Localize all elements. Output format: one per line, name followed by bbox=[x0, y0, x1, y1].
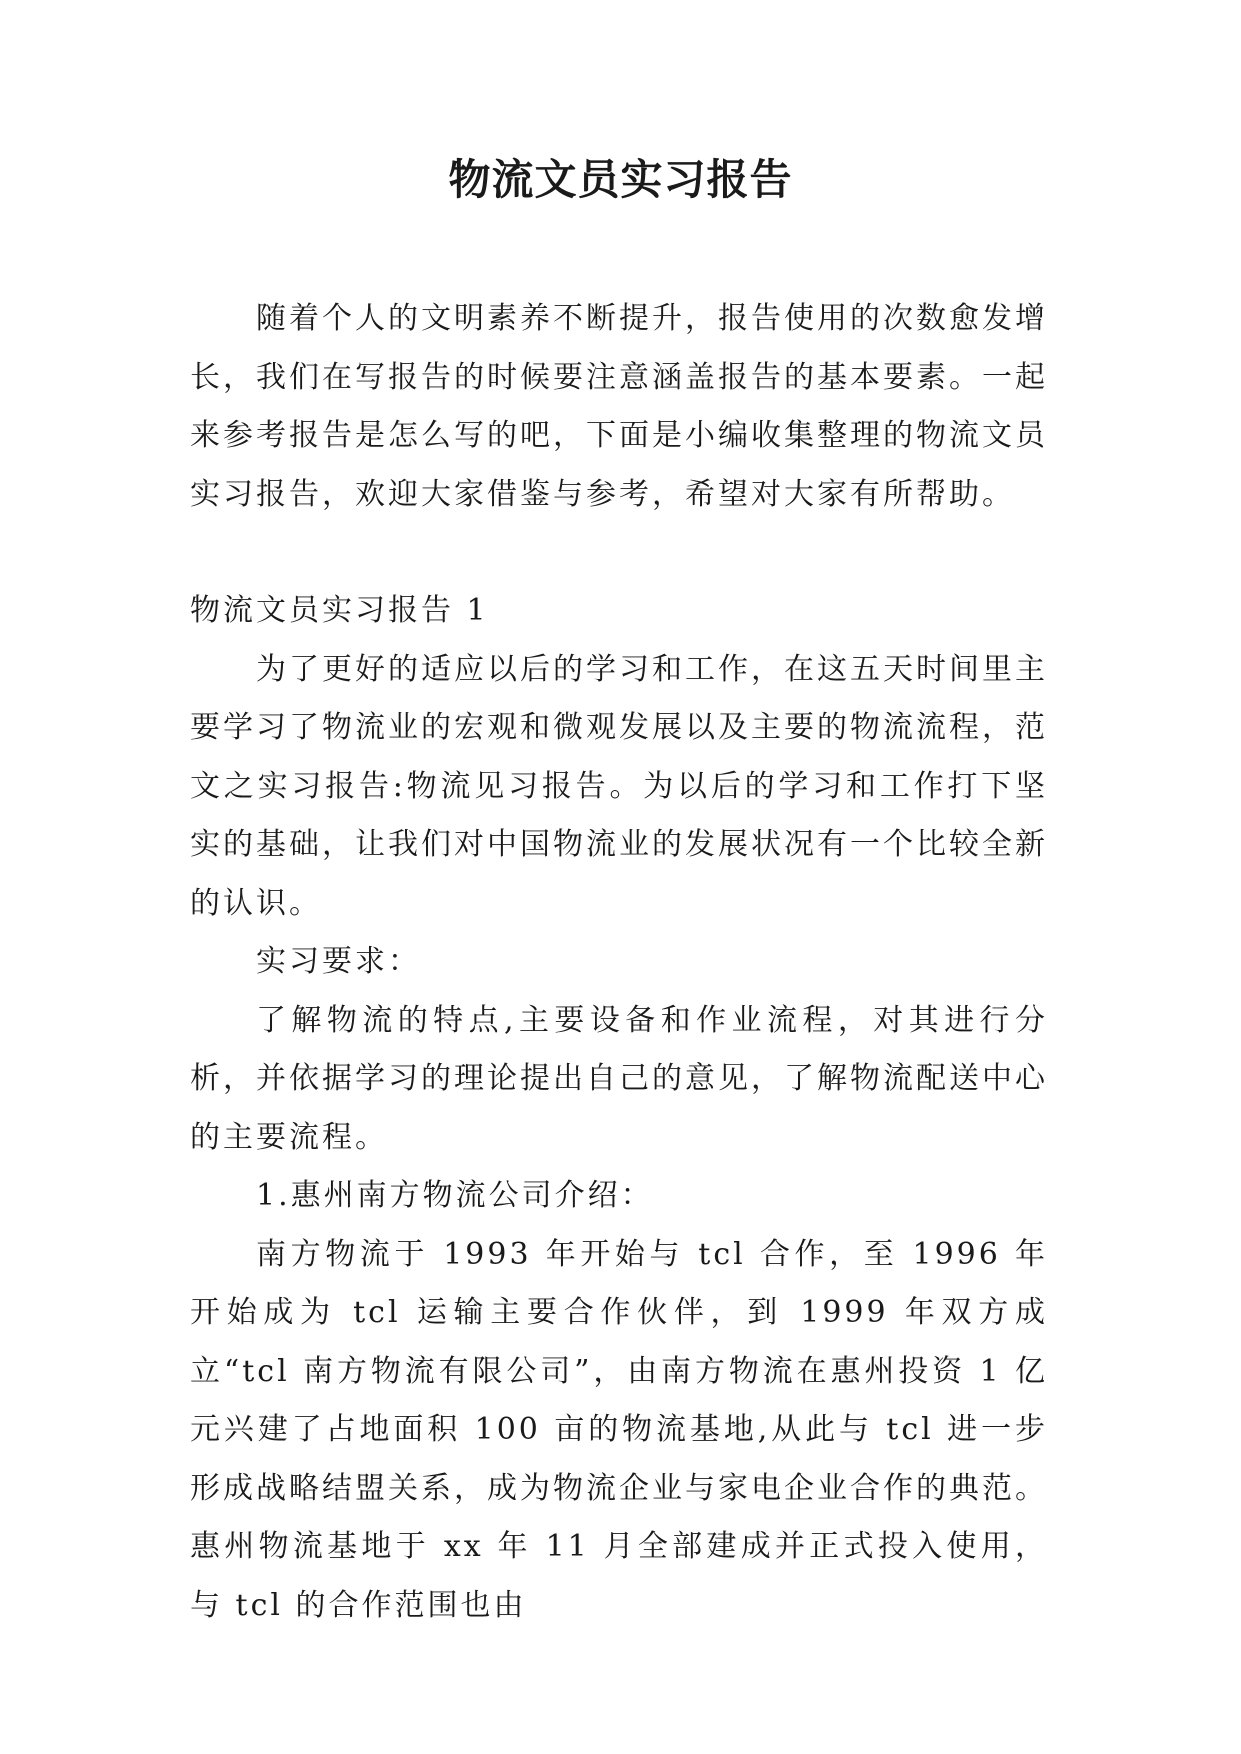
body-paragraph: 了解物流的特点,主要设备和作业流程，对其进行分析，并依据学习的理论提出自己的意见，了解物流配送中心的主要流程。 bbox=[190, 1002, 1048, 1155]
body-paragraph: 南方物流于 1993 年开始与 tcl 合作，至 1996 年开始成为 tcl 运输主要合作伙伴，到 1999 年双方成立“tcl 南方物流有限公司”，由南方物流在惠州投资 1 亿元兴建了占地面积 100 亩的物流基地,从此与 tcl 进一步形成战略结盟关系，成为物流企业与家电企业合作的典范。惠州物流基地于 xx 年 11 月全部建成并正式投入使用，与 tcl 的合作范围也由 bbox=[190, 1236, 1048, 1623]
section-heading: 物流文员实习报告 1 bbox=[190, 593, 489, 628]
document-title: 物流文员实习报告 bbox=[448, 155, 793, 204]
body-paragraph: 实习要求： bbox=[256, 944, 421, 979]
body-paragraph: 1.惠州南方物流公司介绍： bbox=[256, 1178, 654, 1213]
body-paragraph: 为了更好的适应以后的学习和工作，在这五天时间里主要学习了物流业的宏观和微观发展以及主要的物流流程，范文之实习报告:物流见习报告。为以后的学习和工作打下坚实的基础，让我们对中国物流业的发展状况有一个比较全新的认识。 bbox=[190, 651, 1048, 921]
document-body bbox=[190, 290, 1048, 1635]
intro-paragraph: 随着个人的文明素养不断提升，报告使用的次数愈发增长，我们在写报告的时候要注意涵盖报告的基本要素。一起来参考报告是怎么写的吧，下面是小编收集整理的物流文员实习报告，欢迎大家借鉴与参考，希望对大家有所帮助。 bbox=[190, 301, 1048, 512]
paragraph-gap bbox=[190, 524, 1048, 582]
